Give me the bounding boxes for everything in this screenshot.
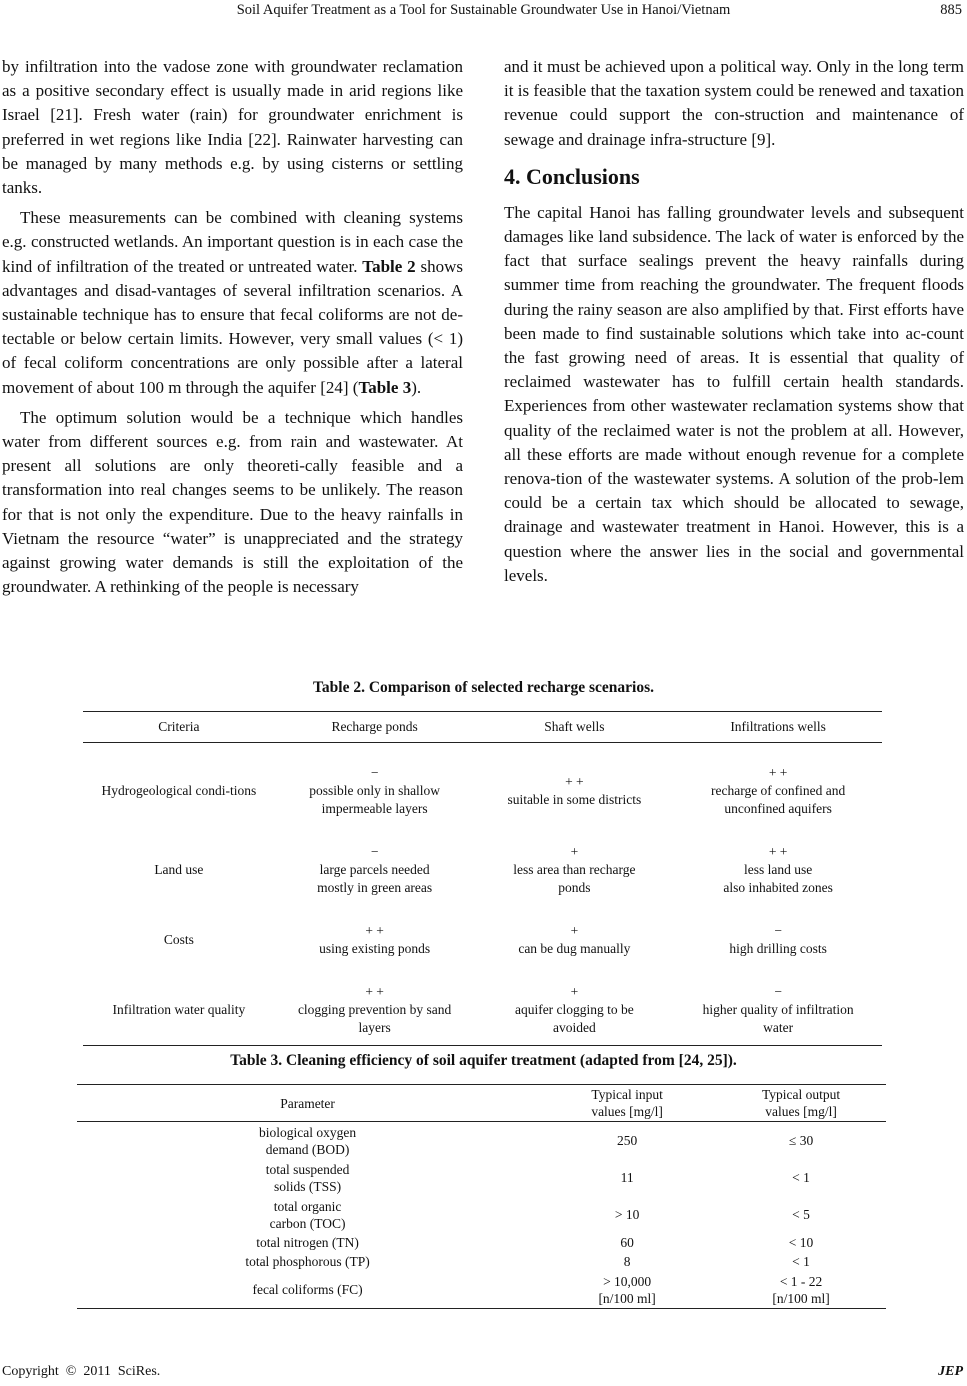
header-text-line: Parameter (280, 1095, 335, 1111)
header-text-line: values [mg/l] (591, 1104, 663, 1119)
table-row (77, 1271, 886, 1309)
output-value-cell (716, 1196, 886, 1233)
cell-text-line: higher quality of infiltration (702, 1002, 854, 1017)
cell-text-line: less area than recharge (513, 862, 636, 877)
rating-symbol: − (774, 923, 782, 938)
table-cell (674, 975, 882, 1046)
table-cell (674, 905, 882, 975)
parameter-cell (77, 1271, 538, 1309)
cell-text-line: clogging prevention by sand (297, 1002, 452, 1017)
input-value-cell (538, 1252, 716, 1271)
cell-text-line: [n/100 ml] (598, 1290, 656, 1306)
cell-text-line: total nitrogen (TN) (256, 1235, 359, 1250)
cell-text-line: aquifer clogging to be (514, 1002, 634, 1017)
parameter-cell (77, 1252, 538, 1271)
cell-text-line: total phosphorous (TP) (245, 1254, 370, 1269)
output-value-cell (716, 1159, 886, 1196)
parameter-cell (77, 1233, 538, 1252)
left-column (2, 55, 463, 599)
table-cell (475, 975, 675, 1046)
table-header-cell: Recharge ponds (275, 712, 475, 743)
cell-text-line: 250 (617, 1133, 638, 1148)
cell-text-line: < 1 (792, 1170, 810, 1185)
cell-text-line: 8 (623, 1254, 631, 1269)
criteria-cell: Infiltration water quality (112, 1002, 246, 1017)
page-footer (2, 1364, 963, 1380)
cell-text-line: water (763, 1020, 794, 1035)
table-cell (275, 835, 475, 905)
table-row (83, 905, 882, 975)
running-header (0, 0, 967, 22)
cell-text-line: unconfined aquifers (724, 801, 832, 816)
cell-text-line: can be dug manually (518, 941, 631, 956)
table-cell (475, 835, 675, 905)
cell-text-line: 60 (620, 1235, 634, 1250)
paragraph: by infiltration into the vadose zone with groundwater reclamation as a positive secondary effect is usually made in arid regions like Israel [21]. Fresh water (rain) for groundwater enrichment is preferred in wet regions like India [22]. Rainwater harvesting can be managed by many methods e.g. by using cisterns or settling tanks. (2, 57, 463, 198)
paragraph: The optimum solution would be a technique which handles water from different sources e.g. from rain and wastewater. At present all solutions are only theoreti-cally feasible and a transformation into real changes seems to be unlikely. The reason for that is not only the expenditure. Due to the heavy rainfalls in Vietnam the resource “water” is unappreciated and the strategy against growing water demands is still the exploitation of the groundwater. A rethinking of the people is necessary (2, 407, 463, 597)
cell-text-line: large parcels needed (319, 862, 430, 877)
table-cell (674, 743, 882, 836)
rating-symbol: − (370, 765, 379, 780)
header-text-line: values [mg/l] (765, 1104, 837, 1119)
table-row (77, 1159, 886, 1196)
cell-text-line: demand (BOD) (265, 1141, 350, 1157)
output-value-cell (716, 1122, 886, 1160)
parameter-cell (77, 1159, 538, 1196)
paragraph: The capital Hanoi has falling groundwater levels and subsequent damages like land subsidence. The lack of water is enforced by the fact that surface sealings prevent the heavy rainfalls during summer time from reaching the groundwater. The frequent floods during the rainy season are also amplified by that. First efforts have been made to find sustainable solutions which take into ac-count the fast growing need of areas. It is essential that quality of reclaimed wastewater has to fulfill certain health standards. Experiences from other wastewater reclamation systems show that quality of the reclaimed water is not the problem at all. However, all these efforts are made without enough revenue for a complete renova-tion of the wastewater systems. A solution of the prob-lem could be a certain tax which should be allocated to sewage, drainage and wastewater treatment in Hanoi. However, this is a question where the answer lies in the social and governmental levels. (504, 202, 964, 585)
cell-text-line: ≤ 30 (788, 1133, 814, 1148)
table-cell (475, 905, 675, 975)
rating-symbol: + + (365, 923, 384, 938)
output-value-cell (716, 1252, 886, 1271)
table-reference-link[interactable]: Table 2 (362, 256, 416, 276)
table-cell (275, 975, 475, 1046)
table-header-cell (716, 1085, 886, 1122)
cell-text-line: 11 (620, 1170, 634, 1185)
cell-text-line: total organic (273, 1198, 342, 1214)
cell-text-line: > 10,000 (603, 1273, 652, 1289)
rating-symbol: + + (365, 984, 384, 999)
table3 (77, 1084, 886, 1309)
criteria-cell: Hydrogeological condi-tions (101, 783, 257, 798)
table-header-cell: Infiltrations wells (674, 712, 882, 743)
input-value-cell (538, 1159, 716, 1196)
table-cell (275, 743, 475, 836)
cell-text-line: > 10 (614, 1207, 640, 1222)
cell-text-line: mostly in green areas (317, 880, 433, 895)
cell-text-line: suitable in some districts (507, 792, 642, 807)
rating-symbol: + (570, 844, 579, 859)
table-reference-link[interactable]: Table 3 (358, 377, 412, 397)
table-header-cell: Shaft wells (475, 712, 675, 743)
input-value-cell (538, 1271, 716, 1309)
input-value-cell (538, 1122, 716, 1160)
table-cell (674, 835, 882, 905)
cell-text-line: layers (358, 1020, 391, 1035)
cell-text-line: avoided (553, 1020, 596, 1035)
table-header-cell: Criteria (83, 712, 275, 743)
cell-text-line: carbon (TOC) (269, 1215, 346, 1231)
page-number: 885 (940, 2, 962, 18)
cell-text-line: possible only in shallow (309, 783, 441, 798)
copyright: Copyright © 2011 SciRes. (2, 1364, 161, 1379)
cell-text-line: using existing ponds (319, 941, 431, 956)
criteria-cell: Land use (154, 862, 204, 877)
table-cell (475, 743, 675, 836)
table2 (83, 711, 882, 1046)
table-header-cell (77, 1085, 538, 1122)
table-row (77, 1196, 886, 1233)
header-text-line: Typical input (591, 1087, 663, 1102)
input-value-cell (538, 1233, 716, 1252)
cell-text-line: less land use (744, 862, 813, 877)
section-heading: 4. Conclusions (504, 163, 640, 189)
cell-text-line: ponds (558, 880, 591, 895)
rating-symbol: − (370, 844, 379, 859)
cell-text-line: also inhabited zones (723, 880, 833, 895)
criteria-cell: Costs (163, 932, 194, 947)
cell-text-line: solids (TSS) (274, 1178, 342, 1194)
cell-text-line: impermeable layers (321, 801, 428, 816)
journal-name: JEP (938, 1364, 963, 1379)
cell-text-line: high drilling costs (729, 941, 827, 956)
cell-text-line: recharge of confined and (710, 783, 846, 798)
table-row (83, 835, 882, 905)
table-cell (275, 905, 475, 975)
cell-text-line: < 1 - 22 (779, 1273, 823, 1289)
rating-symbol: + (570, 984, 579, 999)
table-row (77, 1233, 886, 1252)
table-header-cell (538, 1085, 716, 1122)
table-row (83, 743, 882, 836)
input-value-cell (538, 1196, 716, 1233)
table3-caption: Table 3. Cleaning efficiency of soil aquifer treatment (adapted from [24, 25]). (230, 1052, 737, 1069)
parameter-cell (77, 1196, 538, 1233)
rating-symbol: − (774, 984, 782, 999)
rating-symbol: + (570, 923, 579, 938)
cell-text-line: [n/100 ml] (772, 1290, 830, 1306)
rating-symbol: + + (768, 844, 788, 859)
header-text-line: Typical output (761, 1087, 841, 1102)
running-title: Soil Aquifer Treatment as a Tool for Sustainable Groundwater Use in Hanoi/Vietnam (236, 2, 731, 18)
table-row (77, 1252, 886, 1271)
paragraph: These measurements can be combined with cleaning systems e.g. constructed wetlands. An important question is in each case the kind of infiltration of the treated or untreated water. Table 2 shows advantages and disad-vantages of several infiltration scenarios. A sustainable technique has to ensure that fecal coliforms are not de-tectable or below certain limits. However, very small values (< 1) of fecal coliform concentrations are only possible after a lateral movement of about 100 m through the aquifer [24] (Table 3). (2, 208, 463, 397)
parameter-cell (77, 1122, 538, 1160)
table-row (77, 1122, 886, 1160)
cell-text-line: total suspended (265, 1161, 350, 1177)
table2-caption: Table 2. Comparison of selected recharge scenarios. (313, 679, 654, 696)
rating-symbol: + + (565, 774, 584, 789)
output-value-cell (716, 1233, 886, 1252)
cell-text-line: < 5 (792, 1207, 810, 1222)
cell-text-line: < 10 (788, 1235, 814, 1250)
rating-symbol: + + (768, 765, 788, 780)
output-value-cell (716, 1271, 886, 1309)
paragraph: and it must be achieved upon a political way. Only in the long term it is feasible that the taxation system could be renewed and taxation revenue could support the con-struction and maintenance of sewage and drainage infra-structure [9]. (504, 57, 964, 149)
cell-text-line: biological oxygen (259, 1124, 357, 1140)
right-column (504, 55, 964, 588)
cell-text-line: fecal coliforms (FC) (252, 1282, 363, 1297)
table-row (83, 975, 882, 1046)
cell-text-line: < 1 (792, 1254, 810, 1269)
